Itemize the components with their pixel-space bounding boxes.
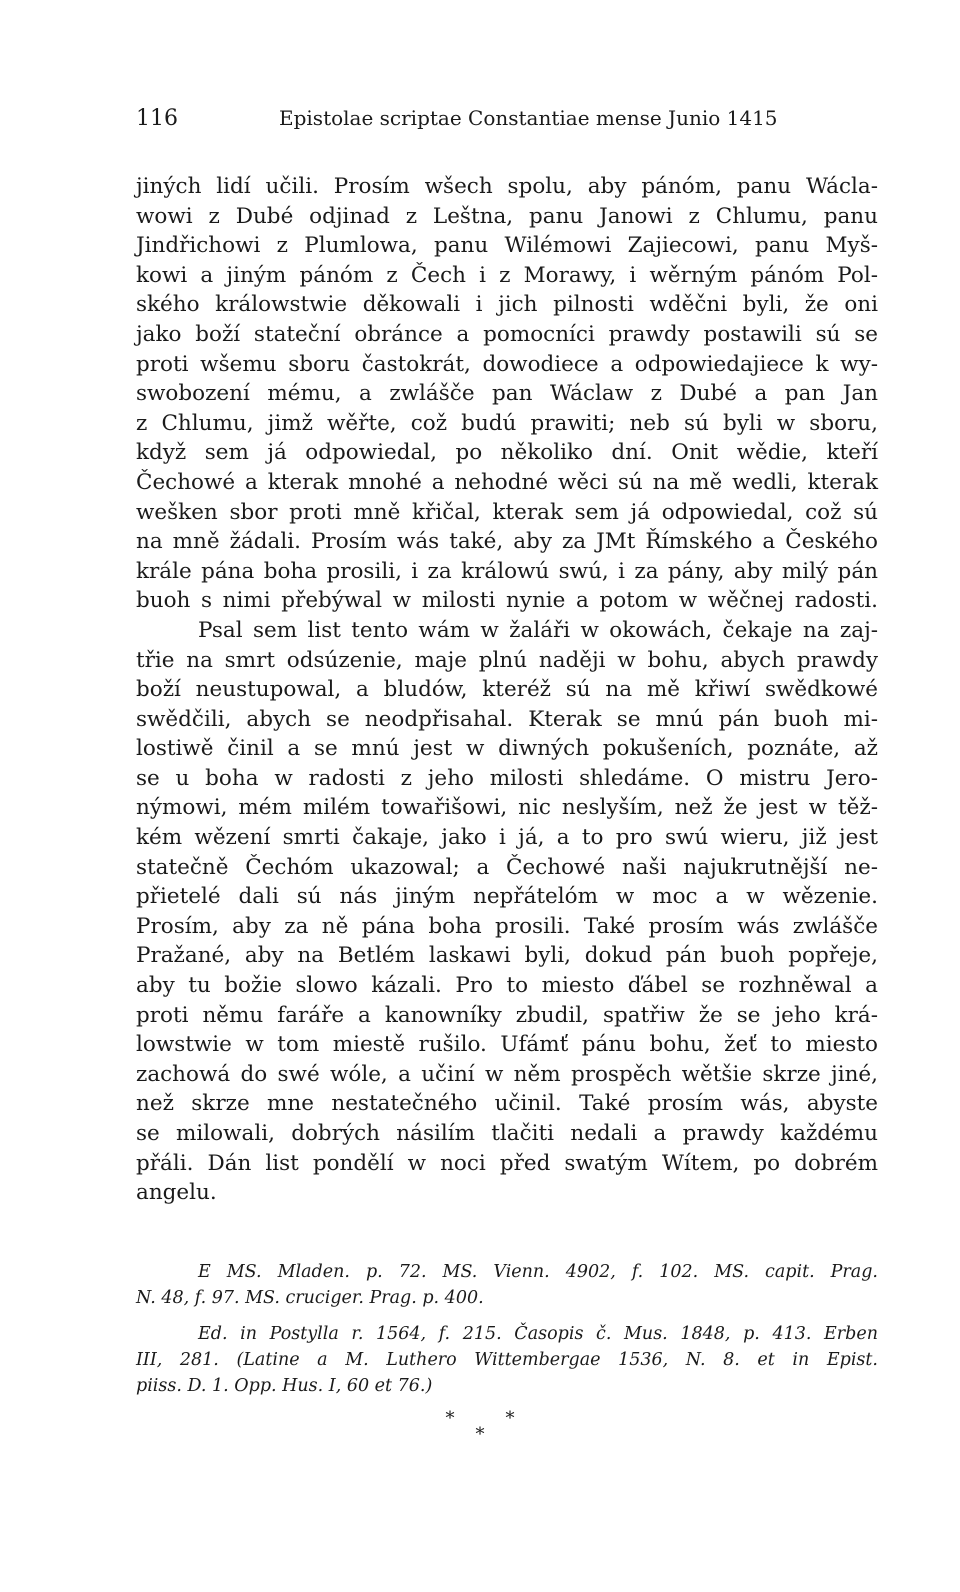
body-line: Prosím, aby za ně pána boha prosili. Také prosím wás zwlášče <box>136 913 878 939</box>
body-line: přietelé dali sú nás jiným nepřátelóm w moc a w wězenie. <box>136 884 878 910</box>
body-line: Pražané, aby na Betlém laskawi byli, dokud pán buoh popřeje, <box>136 943 878 969</box>
body-line: se milowali, dobrých násilím tlačiti nedali a prawdy každému <box>136 1121 878 1146</box>
body-line: statečně Čechóm ukazowal; a Čechowé naši najukrutnější ne- <box>136 854 878 880</box>
body-line: swobození mému, a zwlášče pan Wáclaw z Dubé a pan Jan <box>136 381 878 407</box>
body-line: ského králowstwie děkowali i jich pilnosti wděčni byli, že oni <box>136 292 878 318</box>
body-line: Jindřichowi z Plumlowa, panu Wilémowi Zajiecowi, panu Myš- <box>136 233 878 259</box>
body-line: kém wězení smrti čakaje, jako i já, a to pro swú wieru, již jest <box>136 825 878 851</box>
body-line: na mně žádali. Prosím wás také, aby za JMt Římského a Českého <box>136 529 878 555</box>
body-line: přáli. Dán list pondělí w noci před swatým Wítem, po dobrém <box>136 1150 878 1176</box>
body-line: nýmowi, mém milém towařišowi, nic neslyším, než že jest w těž- <box>136 795 878 821</box>
body-line: wowi z Dubé odjinad z Leštna, panu Janowi z Chlumu, panu <box>136 203 878 229</box>
asterisk-icon: * <box>505 1408 515 1429</box>
body-line: se u boha w radosti z jeho milosti shledáme. O mistru Jero- <box>136 765 878 791</box>
body-line: lowstwie w tom miestě rušilo. Ufámť pánu bohu, žeť to miesto <box>136 1032 878 1058</box>
running-title: Epistolae scriptae Constantiae mense Junio 1415 <box>279 106 778 130</box>
body-line: buoh s nimi přebýwal w milosti nynie a potom w wěčnej radosti. <box>136 588 878 614</box>
asterisk-icon: * <box>445 1408 455 1429</box>
body-line: boží neustupowal, a bludów, kteréž sú na mě křiwí swědkowé <box>136 677 878 703</box>
source-line: E MS. Mladen. p. 72. MS. Vienn. 4902, f. 102. MS. capit. Prag. <box>198 1262 878 1282</box>
edition-line: Ed. in Postylla r. 1564, f. 215. Časopis č. Mus. 1848, p. 413. Erben <box>198 1324 878 1344</box>
section-divider <box>0 1408 960 1446</box>
body-line: než skrze mne nestatečného učinil. Také prosím wás, abyste <box>136 1091 878 1117</box>
body-line: proti wšemu sboru častokrát, dowodiece a odpowiedajiece k wy- <box>136 351 878 377</box>
body-line: zachowá do swé wóle, a učiní w něm prospěch wětšie skrze jiné, <box>136 1061 878 1087</box>
body-line: kowi a jiným pánóm z Čech i z Morawy, i wěrným pánóm Pol- <box>136 262 878 288</box>
body-line: wešken sbor proti mně křičal, kterak sem já odpowiedal, což sú <box>136 499 878 525</box>
body-line: krále pána boha prosili, i za králowú swú, i za pány, aby milý pán <box>136 558 878 584</box>
letter-body <box>136 172 878 1208</box>
body-line: jako boží stateční obránce a pomocníci prawdy postawili sú se <box>136 321 878 347</box>
body-line: aby tu božie slowo kázali. Pro to miesto ďábel se rozhněwal a <box>136 973 878 999</box>
body-line-paragraph-start: Psal sem list tento wám w žaláři w okowách, čekaje na zaj- <box>198 617 878 643</box>
source-notes <box>136 1259 878 1399</box>
page-header <box>136 106 878 142</box>
body-line: Čechowé a kterak mnohé a nehodné wěci sú na mě wedli, kterak <box>136 469 878 495</box>
body-line: třie na smrt odsúzenie, maje plnú naději w bohu, abych prawdy <box>136 647 878 673</box>
body-line: proti němu faráře a kanowníky zbudil, spatřiw že se jeho krá- <box>136 1002 878 1028</box>
body-line: lostiwě činil a se mnú jest w diwných pokušeních, poznáte, až <box>136 736 878 762</box>
edition-line: III, 281. (Latine a M. Luthero Wittembergae 1536, N. 8. et in Epist. <box>136 1350 878 1370</box>
edition-line: piiss. D. 1. Opp. Hus. I, 60 et 76.) <box>136 1376 433 1396</box>
body-line: angelu. <box>136 1180 217 1206</box>
body-line: swědčili, abych se neodpřisahal. Kterak se mnú pán buoh mi- <box>136 706 878 732</box>
page-number: 116 <box>136 106 178 131</box>
body-line: když sem já odpowiedal, po několiko dní. Onit wědie, kteří <box>136 440 878 466</box>
asterisk-icon: * <box>475 1424 485 1445</box>
source-line: N. 48, f. 97. MS. cruciger. Prag. p. 400. <box>136 1288 484 1308</box>
body-line: z Chlumu, jimž wěřte, což budú prawiti; neb sú byli w sboru, <box>136 410 878 436</box>
body-line: jiných lidí učili. Prosím wšech spolu, aby pánóm, panu Wácla- <box>136 174 878 199</box>
